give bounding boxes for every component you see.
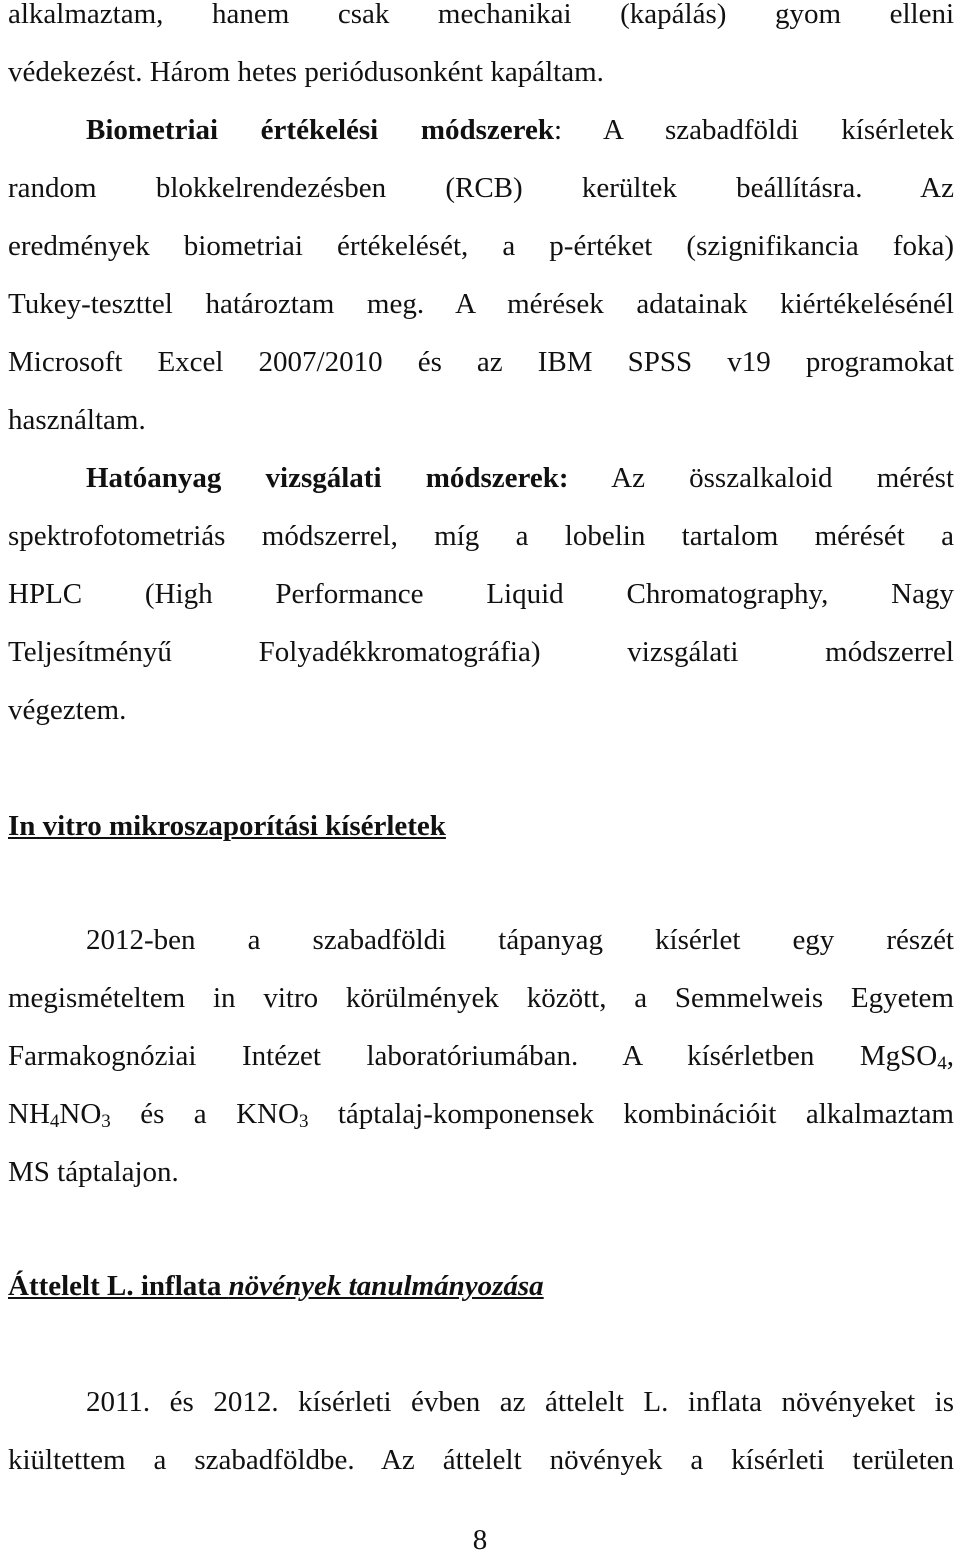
subscript: 4: [937, 1053, 947, 1074]
subscript: 4: [49, 1111, 60, 1132]
formula-no: NO: [59, 1098, 102, 1130]
paragraph-2-line-1-text: : A szabadföldi kísérletek: [553, 114, 954, 146]
paragraph-3-line-4: Teljesítményű Folyadékkromatográfia) vizsgálati módszerrel: [8, 636, 954, 668]
paragraph-3-line-1: [8, 458, 954, 498]
paragraph-2-line-6: használtam.: [8, 404, 146, 436]
paragraph-2-line-4: Tukey-teszttel határoztam meg. A mérések adatainak kiértékelésénél: [8, 288, 954, 320]
paragraph-4-line-3: [8, 1036, 954, 1076]
paragraph-4-line-4: [8, 1094, 954, 1134]
paragraph-4-line-2: megismételtem in vitro körülmények között, a Semmelweis Egyetem: [8, 982, 954, 1014]
paragraph-4-line-3-text: Farmakognóziai Intézet laboratóriumában. A kísérletben MgSO: [8, 1040, 938, 1072]
active-ingredient-methods-label: Hatóanyag vizsgálati módszerek:: [86, 462, 569, 494]
paragraph-5-line-1: 2011. és 2012. kísérleti évben az áttelelt L. inflata növényeket is: [86, 1386, 954, 1418]
paragraph-2-line-5: Microsoft Excel 2007/2010 és az IBM SPSS v19 programokat: [8, 346, 954, 378]
paragraph-3-line-1-text: Az összalkaloid mérést: [568, 462, 955, 494]
paragraph-2-line-2: random blokkelrendezésben (RCB) kerültek beállításra. Az: [8, 172, 954, 204]
paragraph-3-line-2: spektrofotometriás módszerrel, míg a lobelin tartalom mérését a: [8, 520, 954, 552]
paragraph-3-line-3: HPLC (High Performance Liquid Chromatography, Nagy: [8, 578, 954, 610]
paragraph-3-line-5: végeztem.: [8, 694, 127, 726]
section-heading-overwintered-italic: növények tanulmányozása: [228, 1270, 544, 1302]
page-number: 8: [472, 1524, 488, 1556]
paragraph-1-line-1: alkalmaztam, hanem csak mechanikai (kapálás) gyom elleni: [8, 0, 954, 30]
subscript: 3: [298, 1111, 309, 1132]
biometric-methods-label: Biometriai értékelési módszerek: [86, 114, 554, 146]
formula-nh: NH: [8, 1098, 50, 1130]
paragraph-4-line-4-text: táptalaj-komponensek kombinációit alkalmaztam: [308, 1098, 954, 1130]
paragraph-2-line-1: [8, 110, 954, 150]
section-heading-overwintered-plain: Áttelelt L. inflata: [8, 1270, 229, 1302]
paragraph-1-line-2: védekezést. Három hetes periódusonként kapáltam.: [8, 56, 604, 88]
paragraph-4-line-5: MS táptalajon.: [8, 1156, 179, 1188]
formula-kno: és a KNO: [110, 1098, 299, 1130]
paragraph-4-line-3-comma: ,: [946, 1040, 954, 1072]
paragraph-4-line-1: 2012-ben a szabadföldi tápanyag kísérlet egy részét: [86, 924, 954, 956]
subscript: 3: [101, 1111, 111, 1132]
paragraph-2-line-3: eredmények biometriai értékelését, a p-értéket (szignifikancia foka): [8, 230, 954, 262]
paragraph-5-line-2: kiültettem a szabadföldbe. Az áttelelt növények a kísérleti területen: [8, 1444, 954, 1476]
section-heading-overwintered: [8, 1266, 954, 1306]
section-heading-in-vitro: In vitro mikroszaporítási kísérletek: [8, 810, 446, 842]
